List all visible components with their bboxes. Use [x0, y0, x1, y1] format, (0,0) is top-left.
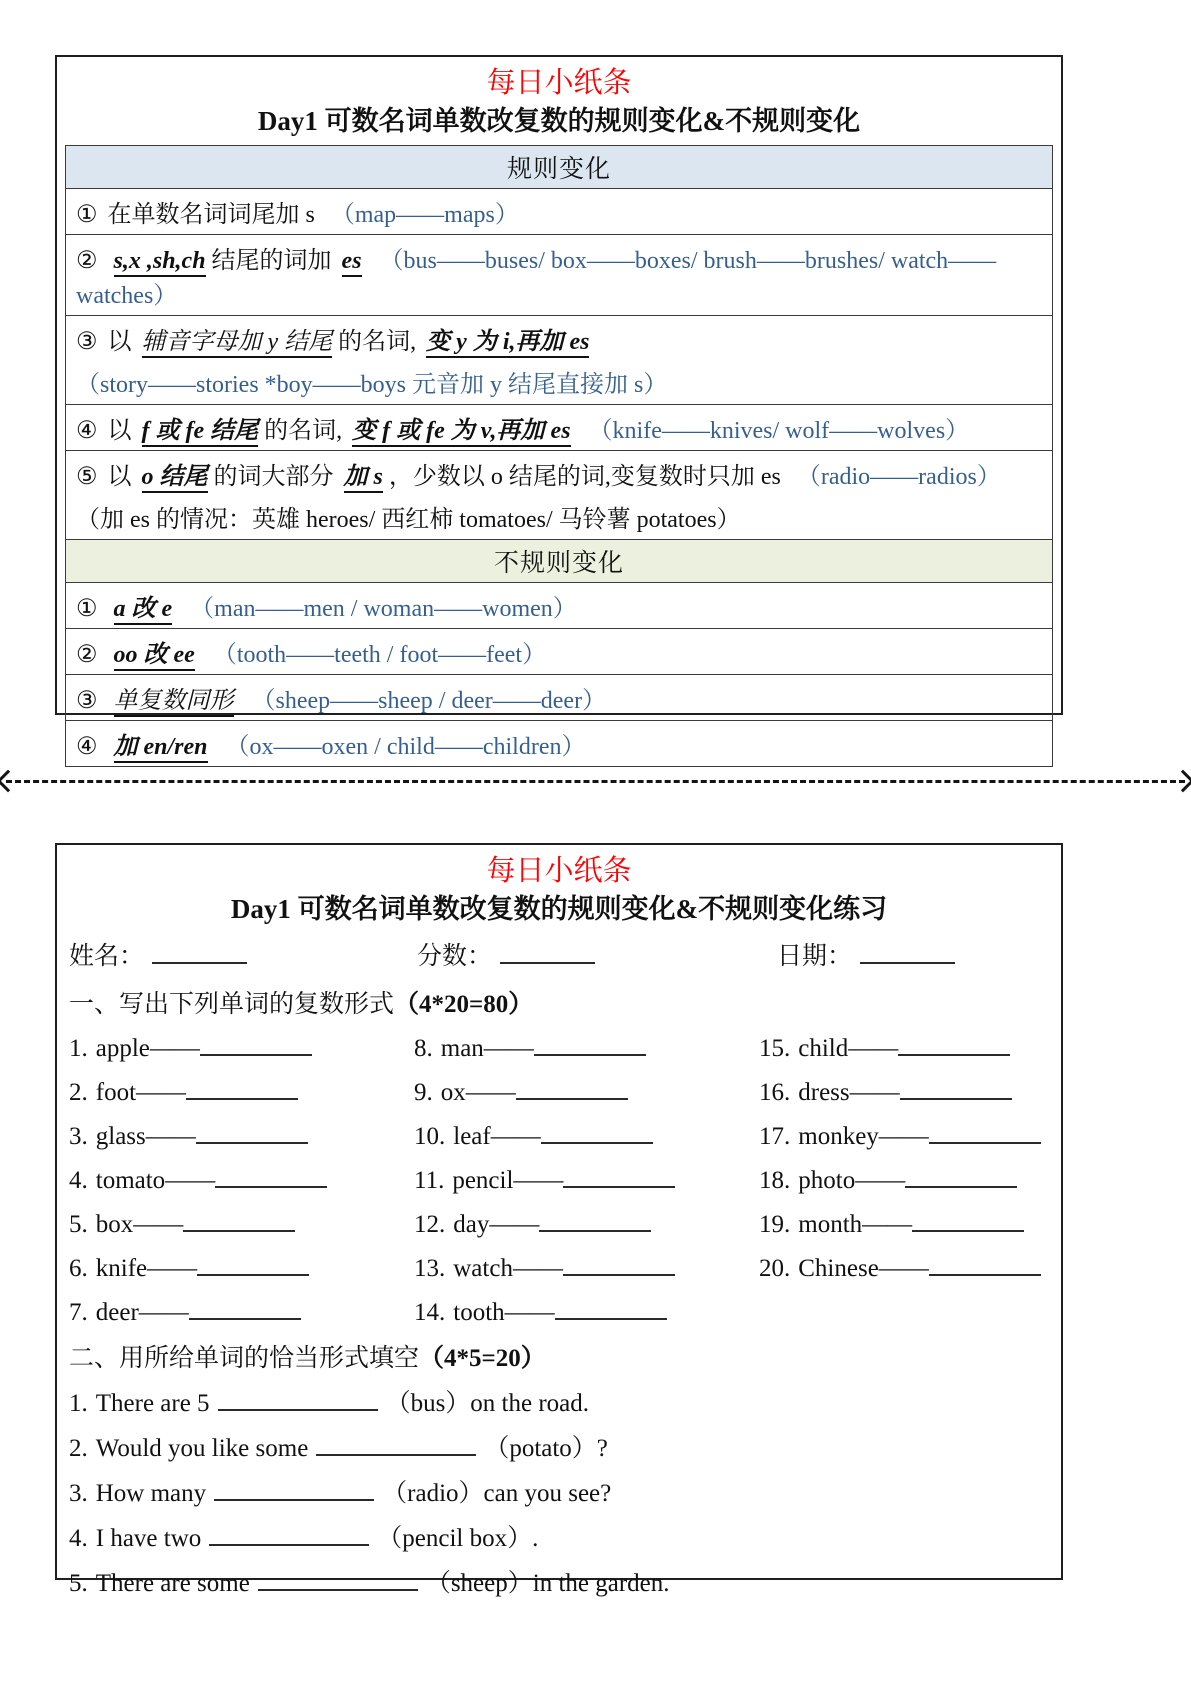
- answer-blank: [183, 1208, 295, 1232]
- answer-blank: [541, 1120, 653, 1144]
- word-item-2: 2. foot——: [69, 1071, 414, 1115]
- answer-blank: [214, 1477, 374, 1501]
- exercise-card: [55, 843, 1063, 1597]
- irregular1-number: ①: [76, 596, 98, 622]
- irregular2-rule: oo 改 ee: [114, 642, 195, 671]
- irregular4-examples: （ox——oxen / child——children）: [225, 734, 586, 760]
- irregular-rules-header-row: [66, 540, 1053, 583]
- irregular4-number: ④: [76, 734, 98, 760]
- word-column-3: [759, 1027, 1041, 1335]
- word-item-14: 14. tooth——: [414, 1291, 759, 1335]
- rule4-suffix: 变 f 或 fe 为 v,再加 es: [352, 418, 570, 447]
- word-item-19: 19. month——: [759, 1203, 1041, 1247]
- card2-subtitle: Day1 可数名词单数改复数的规则变化&不规则变化练习: [230, 894, 888, 924]
- fill-in-sentences: [57, 1381, 1061, 1606]
- rule3-suffix: 变 y 为 i,再加 es: [426, 329, 589, 358]
- rule2-number: ②: [76, 248, 98, 274]
- rule5-es-cases: （加 es 的情况：英雄 heroes/ 西红柿 tomatoes/ 马铃薯 potatoes）: [76, 507, 741, 533]
- word-item-10: 10. leaf——: [414, 1115, 759, 1159]
- rule4-text1: 以: [107, 418, 132, 444]
- score-blank: [500, 940, 595, 964]
- rule1-number: ①: [76, 202, 98, 228]
- rule-row-2: [66, 235, 1053, 316]
- irregular-row-1: [66, 583, 1053, 629]
- answer-blank: [563, 1164, 675, 1188]
- rule5-text2: 的词大部分: [213, 464, 334, 490]
- rules-card: [55, 55, 1063, 760]
- card2-title: 每日小纸条: [486, 855, 632, 887]
- section2-points: （4*5=20）: [419, 1345, 546, 1372]
- rule-row-3: [66, 316, 1053, 405]
- rule3-examples: （story——stories *boy——boys 元音加 y 结尾直接加 s）: [76, 372, 668, 398]
- answer-blank: [186, 1076, 298, 1100]
- section1-points: （4*20=80）: [394, 991, 534, 1018]
- word-column-2: [414, 1027, 759, 1335]
- answer-blank: [209, 1522, 369, 1546]
- rule2-text: 结尾的词加: [211, 248, 332, 274]
- dashed-line: [6, 780, 1185, 783]
- rule5-number: ⑤: [76, 464, 98, 490]
- sentence-2: 2. Would you like some （potato）?: [69, 1426, 1061, 1471]
- irregular1-rule: a 改 e: [114, 596, 173, 625]
- irregular4-rule: 加 en/ren: [114, 734, 208, 763]
- cut-line: [0, 772, 1191, 790]
- rule4-examples: （knife——knives/ wolf——wolves）: [588, 418, 970, 444]
- rules-table: [65, 145, 1053, 767]
- irregular3-rule: 单复数同形: [114, 688, 234, 717]
- answer-blank: [215, 1164, 327, 1188]
- answer-blank: [539, 1208, 651, 1232]
- plural-word-list: [69, 1027, 1061, 1335]
- rule2-suffix: es: [342, 248, 362, 277]
- section1-heading: [69, 983, 1049, 1027]
- word-item-6: 6. knife——: [69, 1247, 414, 1291]
- rule5-text3: ，少数以 o 结尾的词,变复数时只加 es: [388, 464, 781, 490]
- rule5-examples: （radio——radios）: [796, 464, 1001, 490]
- score-label: 分数：: [417, 943, 493, 970]
- answer-blank: [258, 1567, 418, 1591]
- word-item-20: 20. Chinese——: [759, 1247, 1041, 1291]
- rule5-suffix: 加 s: [344, 464, 383, 493]
- score-field: [417, 933, 595, 981]
- rule-row-1: [66, 189, 1053, 235]
- answer-blank: [200, 1032, 312, 1056]
- name-label: 姓名：: [69, 943, 145, 970]
- rule4-endings: f 或 fe 结尾: [142, 418, 259, 447]
- rule3-text2: 的名词,: [338, 329, 417, 355]
- answer-blank: [189, 1296, 301, 1320]
- irregular3-number: ③: [76, 688, 98, 714]
- word-item-7: 7. deer——: [69, 1291, 414, 1335]
- sentence-3: 3. How many （radio）can you see?: [69, 1471, 1061, 1516]
- sentence-5: 5. There are some （sheep）in the garden.: [69, 1561, 1061, 1606]
- name-blank: [152, 940, 247, 964]
- irregular-row-4: [66, 721, 1053, 767]
- rule3-number: ③: [76, 329, 98, 355]
- word-item-13: 13. watch——: [414, 1247, 759, 1291]
- answer-blank: [905, 1164, 1017, 1188]
- irregular-rules-header: 不规则变化: [66, 540, 1053, 583]
- rule3-text1: 以: [107, 329, 132, 355]
- word-item-15: 15. child——: [759, 1027, 1041, 1071]
- rule5-endings: o 结尾: [142, 464, 208, 493]
- rule4-text2: 的名词,: [264, 418, 343, 444]
- rule1-text: 在单数名词词尾加 s: [107, 202, 315, 228]
- answer-blank: [929, 1252, 1041, 1276]
- word-item-5: 5. box——: [69, 1203, 414, 1247]
- irregular-row-3: [66, 675, 1053, 721]
- sentence-1: 1. There are 5 （bus）on the road.: [69, 1381, 1061, 1426]
- word-item-1: 1. apple——: [69, 1027, 414, 1071]
- rule4-number: ④: [76, 418, 98, 444]
- sentence-4: 4. I have two （pencil box）.: [69, 1516, 1061, 1561]
- rule2-examples: （bus——buses/ box——boxes/ brush——brushes/ watch——watches）: [76, 248, 997, 309]
- answer-blank: [929, 1120, 1041, 1144]
- answer-blank: [534, 1032, 646, 1056]
- irregular2-number: ②: [76, 642, 98, 668]
- name-field: [69, 933, 247, 981]
- rule-row-5: [66, 451, 1053, 540]
- word-column-1: [69, 1027, 414, 1335]
- date-field: [777, 933, 955, 981]
- card1-subtitle: Day1 可数名词单数改复数的规则变化&不规则变化: [257, 106, 861, 136]
- word-item-12: 12. day——: [414, 1203, 759, 1247]
- irregular3-examples: （sheep——sheep / deer——deer）: [251, 688, 607, 714]
- answer-blank: [900, 1076, 1012, 1100]
- regular-rules-header-row: [66, 146, 1053, 189]
- word-item-9: 9. ox——: [414, 1071, 759, 1115]
- rule5-text1: 以: [107, 464, 132, 490]
- rule1-examples: （map——maps）: [330, 202, 519, 228]
- section1-title: 一、写出下列单词的复数形式: [69, 991, 395, 1018]
- irregular-row-2: [66, 629, 1053, 675]
- word-item-8: 8. man——: [414, 1027, 759, 1071]
- word-item-18: 18. photo——: [759, 1159, 1041, 1203]
- card1-title: 每日小纸条: [486, 67, 632, 99]
- section2-title: 二、用所给单词的恰当形式填空: [69, 1345, 420, 1372]
- student-info-row: [69, 933, 1049, 981]
- rule3-endings: 辅音字母加 y 结尾: [142, 329, 333, 358]
- word-item-11: 11. pencil——: [414, 1159, 759, 1203]
- answer-blank: [898, 1032, 1010, 1056]
- answer-blank: [555, 1296, 667, 1320]
- irregular1-examples: （man——men / woman——women）: [190, 596, 577, 622]
- answer-blank: [563, 1252, 675, 1276]
- regular-rules-header: 规则变化: [66, 146, 1053, 189]
- section2-heading: [69, 1337, 1049, 1381]
- word-item-16: 16. dress——: [759, 1071, 1041, 1115]
- word-item-4: 4. tomato——: [69, 1159, 414, 1203]
- word-item-17: 17. monkey——: [759, 1115, 1041, 1159]
- answer-blank: [197, 1252, 309, 1276]
- date-label: 日期：: [777, 943, 853, 970]
- answer-blank: [516, 1076, 628, 1100]
- rule2-endings: s,x ,sh,ch: [114, 248, 206, 277]
- answer-blank: [316, 1432, 476, 1456]
- right-arrow-icon: [1172, 770, 1191, 793]
- answer-blank: [218, 1387, 378, 1411]
- irregular2-examples: （tooth——teeth / foot——feet）: [212, 642, 547, 668]
- rule-row-4: [66, 405, 1053, 451]
- answer-blank: [196, 1120, 308, 1144]
- word-item-3: 3. glass——: [69, 1115, 414, 1159]
- answer-blank: [912, 1208, 1024, 1232]
- date-blank: [860, 940, 955, 964]
- left-arrow-icon: [0, 770, 19, 793]
